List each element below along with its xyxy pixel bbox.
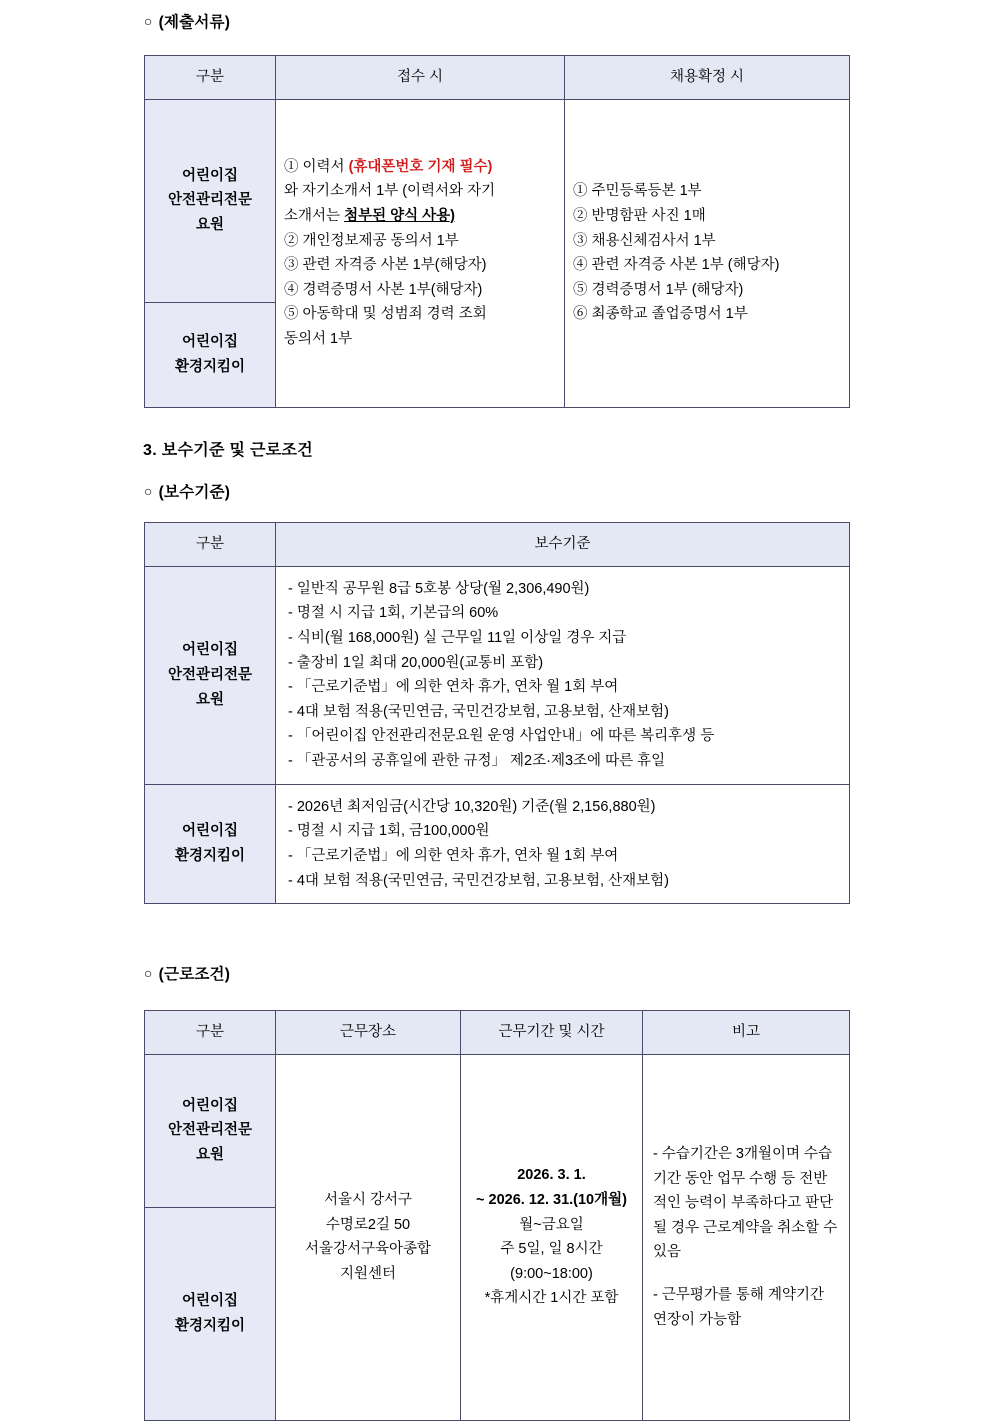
pay-standard-table: [144, 522, 850, 904]
confirm-documents-cell: [565, 99, 850, 407]
submit-documents-table: [144, 55, 850, 408]
pay-item: - 「관공서의 공휴일에 관한 규정」 제2조·제3조에 따른 휴일: [288, 753, 666, 770]
row-header-line: 어린이집: [181, 1097, 239, 1114]
receipt-doc-item: 동의서 1부: [284, 331, 353, 348]
work-condition-table: [144, 1010, 850, 1421]
row-header-environment-keeper: [145, 784, 276, 904]
confirm-doc-item: ⑥ 최종학교 졸업증명서 1부: [573, 306, 748, 323]
pay-item: - 명절 시 지급 1회, 금100,000원: [288, 823, 490, 840]
column-header-pay-standard: 보수기준: [276, 523, 850, 567]
receipt-doc-item: ④ 경력증명서 사본 1부(해당자): [284, 281, 483, 298]
table-row: [145, 1054, 850, 1207]
receipt-documents-cell: [276, 99, 565, 407]
row-header-line: 요원: [195, 216, 224, 233]
column-header-category: 구분: [145, 56, 276, 100]
row-header-line: 환경지킴이: [174, 1317, 246, 1334]
work-days: 월~금요일: [519, 1216, 584, 1233]
row-header-safety-officer: [145, 566, 276, 784]
column-header-workplace: 근무장소: [276, 1011, 461, 1055]
receipt-doc-item: ① 이력서 (휴대폰번호 기재 필수): [284, 158, 493, 175]
column-header-period-hours: 근무기간 및 시간: [461, 1011, 643, 1055]
pay-items-environment-keeper: [276, 784, 850, 904]
row-header-line: 요원: [195, 691, 224, 708]
bullet-circle-icon: ○: [144, 13, 153, 29]
work-period-cell: [461, 1054, 643, 1420]
row-header-safety-officer: [145, 1054, 276, 1207]
confirm-doc-item: ① 주민등록등본 1부: [573, 183, 702, 200]
row-header-safety-officer: [145, 99, 276, 302]
pay-item: - 명절 시 지급 1회, 기본급의 60%: [288, 605, 499, 622]
table-header-row: [145, 1011, 850, 1055]
workplace-cell: [276, 1054, 461, 1420]
work-condition-label: [144, 962, 230, 984]
remark-paragraph-probation: - 수습기간은 3개월이며 수습기간 동안 업무 수행 등 전반적인 능력이 부족하다고 판단될 경우 근로계약을 취소할 수 있음: [653, 1145, 838, 1261]
remark-cell: [643, 1054, 850, 1420]
remark-paragraph-extension: - 근무평가를 통해 계약기간 연장이 가능함: [653, 1287, 824, 1328]
row-header-line: 안전관리전문: [167, 666, 253, 683]
pay-standard-label-text: (보수기준): [158, 484, 231, 501]
page-title: 3. 보수기준 및 근로조건: [143, 442, 313, 459]
row-header-line: 환경지킴이: [174, 358, 246, 375]
row-header-line: 어린이집: [181, 167, 239, 184]
workplace-line: 지원센터: [339, 1265, 397, 1282]
row-header-line: 어린이집: [181, 823, 239, 840]
work-hours-range: (9:00~18:00): [510, 1265, 593, 1282]
row-header-line: 안전관리전문: [167, 1122, 253, 1139]
receipt-doc-item: ⑤ 아동학대 및 성범죄 경력 조회: [284, 306, 487, 323]
row-header-line: 안전관리전문: [167, 192, 253, 209]
pay-item: - 4대 보험 적용(국민연금, 국민건강보험, 고용보험, 산재보험): [288, 703, 669, 720]
table-header-row: [145, 56, 850, 100]
row-header-line: 어린이집: [181, 1293, 239, 1309]
work-condition-label-text: (근로조건): [158, 966, 231, 983]
table-row: [145, 566, 850, 784]
row-header-line: 어린이집: [181, 642, 239, 659]
pay-items-safety-officer: [276, 566, 850, 784]
row-header-line: 환경지킴이: [174, 848, 246, 865]
table-row: [145, 784, 850, 904]
row-header-environment-keeper: [145, 302, 276, 407]
confirm-doc-item: ④ 관련 자격증 사본 1부 (해당자): [573, 257, 780, 274]
phone-required-highlight: (휴대폰번호 기재 필수): [348, 158, 493, 175]
confirm-doc-item: ② 반명함판 사진 1매: [573, 207, 706, 224]
work-hours-per-week: 주 5일, 일 8시간: [500, 1241, 603, 1258]
break-time-note: *휴게시간 1시간 포함: [484, 1290, 619, 1307]
column-header-category: 구분: [145, 523, 276, 567]
table-header-row: [145, 523, 850, 567]
pay-item: - 4대 보험 적용(국민연금, 국민건강보험, 고용보험, 산재보험): [288, 872, 669, 889]
column-header-category: 구분: [145, 1011, 276, 1055]
pay-item: - 「어린이집 안전관리전문요원 운영 사업안내」에 따른 복리후생 등: [288, 728, 715, 745]
workplace-line: 수명로2길 50: [325, 1216, 411, 1233]
table-row: [145, 99, 850, 302]
row-header-line: 요원: [195, 1146, 224, 1163]
confirm-doc-item: ⑤ 경력증명서 1부 (해당자): [573, 281, 744, 298]
column-header-remark: 비고: [643, 1011, 850, 1055]
bullet-circle-icon: ○: [144, 483, 153, 499]
receipt-doc-item: ② 개인정보제공 동의서 1부: [284, 232, 459, 249]
remark-spacer: [653, 1265, 839, 1283]
workplace-line: 서울시 강서구: [323, 1191, 413, 1208]
column-header-receipt: 접수 시: [276, 56, 565, 100]
receipt-doc-item: 와 자기소개서 1부 (이력서와 자기: [284, 183, 496, 200]
receipt-doc-item: 소개서는 첨부된 양식 사용): [284, 207, 455, 224]
submit-documents-label: [144, 10, 230, 32]
pay-item: - 「근로기준법」에 의한 연차 휴가, 연차 월 1회 부여: [288, 679, 619, 696]
work-period-start: 2026. 3. 1.: [517, 1167, 586, 1184]
pay-item: - 식비(월 168,000원) 실 근무일 11일 이상일 경우 지급: [288, 629, 627, 646]
pay-item: - 2026년 최저임금(시간당 10,320원) 기준(월 2,156,880원): [288, 798, 656, 815]
column-header-confirm: 채용확정 시: [565, 56, 850, 100]
pay-item: - 일반직 공무원 8급 5호봉 상당(월 2,306,490원): [288, 580, 590, 597]
work-period-end: ~ 2026. 12. 31.(10개월): [476, 1191, 627, 1208]
confirm-doc-item: ③ 채용신체검사서 1부: [573, 232, 716, 249]
bullet-circle-icon: ○: [144, 965, 153, 981]
row-header-environment-keeper: [145, 1207, 276, 1420]
pay-item: - 출장비 1일 최대 20,000원(교통비 포함): [288, 654, 544, 671]
pay-item: - 「근로기준법」에 의한 연차 휴가, 연차 월 1회 부여: [288, 848, 619, 865]
row-header-line: 어린이집: [181, 334, 239, 350]
submit-documents-label-text: (제출서류): [158, 14, 231, 31]
receipt-doc-item: ③ 관련 자격증 사본 1부(해당자): [284, 257, 487, 274]
workplace-line: 서울강서구육아종합: [304, 1241, 432, 1258]
attached-form-underline: 첨부된 양식 사용): [344, 207, 455, 224]
pay-standard-label: [144, 480, 230, 502]
